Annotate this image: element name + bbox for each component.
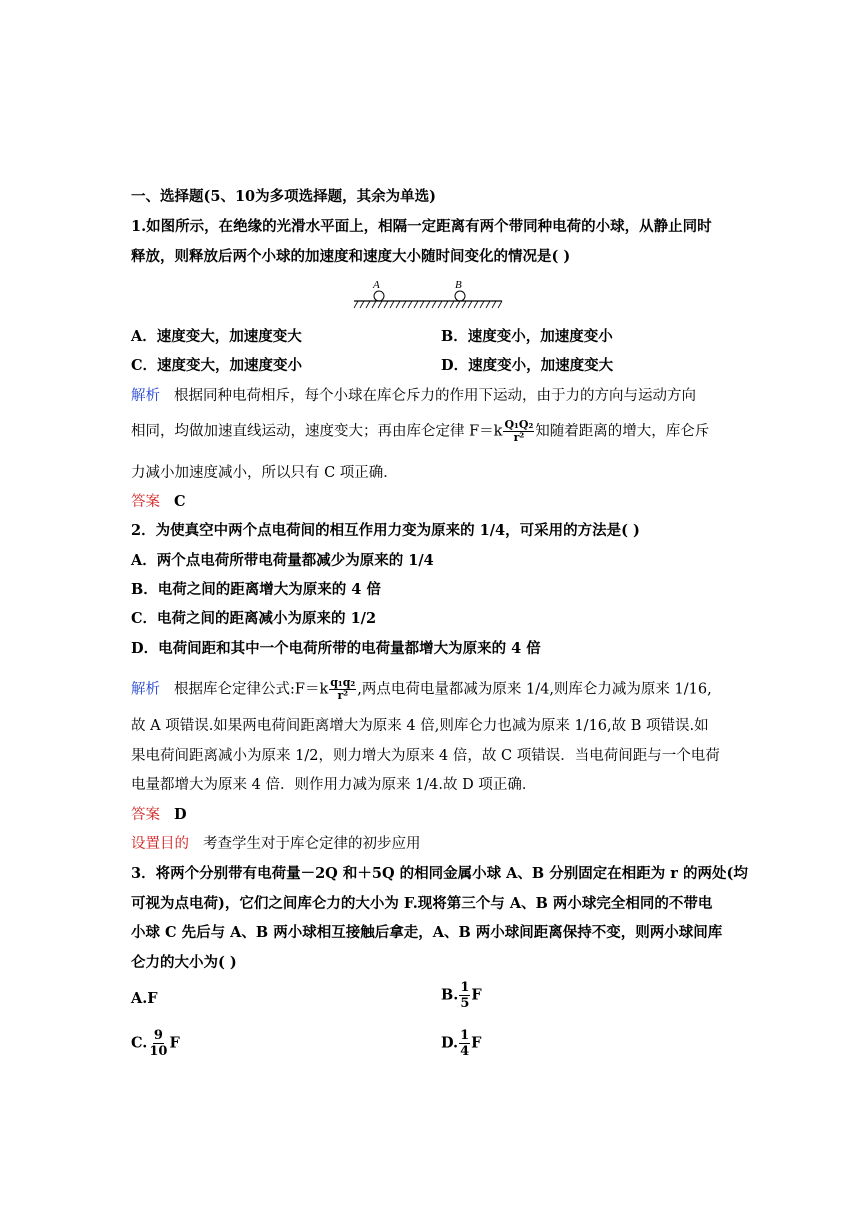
q1-option-b: B．速度变小，加速度变小 bbox=[441, 328, 613, 345]
q2-option-d: D．电荷间距和其中一个电荷所带的电荷量都增大为原来的 4 倍 bbox=[131, 640, 541, 657]
q2-purpose-label: 设置目的 bbox=[131, 836, 189, 852]
q2-analysis-text1-post: ,两点电荷电量都减为原来 1/4,则库仑力减为原来 1/16, bbox=[357, 681, 712, 698]
q3-stem-line4: 仑力的大小为( ) bbox=[131, 954, 237, 971]
q2-analysis-line4: 电量都增大为原来 4 倍．则作用力减为原来 1/4.故 D 项正确． bbox=[131, 777, 537, 793]
q3-option-c-fraction bbox=[148, 1028, 168, 1059]
q2-option-b: B．电荷之间的距离增大为原来的 4 倍 bbox=[131, 581, 381, 598]
q3-option-b-num: 1 bbox=[460, 980, 470, 995]
q3-option-b-suffix: F bbox=[471, 986, 482, 1004]
figure-label-a: A bbox=[373, 279, 380, 291]
q1-answer-value: C bbox=[174, 493, 186, 510]
q1-analysis-text1: 根据同种电荷相斥，每个小球在库仑斥力的作用下运动，由于力的方向与运动方向 bbox=[174, 388, 696, 404]
q3-stem-line3: 小球 C 先后与 A、B 两小球相互接触后拿走，A、B 两小球间距离保持不变，则两小球间库 bbox=[131, 924, 723, 941]
q1-stem-line1: 1.如图所示，在绝缘的光滑水平面上，相隔一定距离有两个带同种电荷的小球，从静止同时 bbox=[131, 218, 712, 235]
surface-hatching bbox=[354, 301, 502, 308]
q2-purpose-text: 考查学生对于库仑定律的初步应用 bbox=[203, 836, 421, 852]
q2-fraction-denominator: r² bbox=[337, 689, 349, 702]
q2-analysis-label: 解析 bbox=[131, 681, 160, 698]
ball-b bbox=[455, 291, 465, 301]
q3-option-d-prefix: D. bbox=[441, 1034, 459, 1052]
q2-stem: 2．为使真空中两个点电荷间的相互作用力变为原来的 1/4，可采用的方法是( ) bbox=[131, 522, 640, 539]
q1-analysis-line2 bbox=[131, 419, 709, 444]
q3-option-c-den: 10 bbox=[149, 1044, 168, 1059]
section-title: 一、选择题(5、10为多项选择题，其余为单选) bbox=[131, 188, 436, 205]
q3-option-b-prefix: B. bbox=[441, 986, 459, 1004]
q3-stem-line2: 可视为点电荷)，它们之间库仑力的大小为 F.现将第三个与 A、B 两小球完全相同的不带电 bbox=[131, 895, 713, 912]
q3-option-d-num: 1 bbox=[460, 1028, 470, 1043]
q1-coulomb-fraction bbox=[503, 419, 534, 444]
q3-option-d-suffix: F bbox=[471, 1034, 482, 1052]
q1-option-c: C．速度变大，加速度变小 bbox=[131, 357, 303, 374]
q1-fraction-denominator: r² bbox=[513, 431, 525, 444]
q2-analysis-text1-pre: 根据库仑定律公式:F＝k bbox=[174, 681, 329, 698]
q2-purpose bbox=[131, 834, 421, 854]
q1-analysis-label: 解析 bbox=[131, 388, 160, 404]
q2-answer-label: 答案 bbox=[131, 807, 160, 823]
q2-answer-value: D bbox=[174, 806, 187, 823]
q1-analysis-line1 bbox=[131, 386, 696, 406]
q3-stem-line1: 3．将两个分别带有电荷量－2Q 和＋5Q 的相同金属小球 A、B 分别固定在相距为 r 的两处(均 bbox=[131, 865, 748, 882]
q3-option-d-fraction bbox=[459, 1028, 470, 1059]
ball-a bbox=[374, 291, 384, 301]
q3-option-a: A.F bbox=[131, 990, 158, 1007]
q1-analysis-text2-pre: 相同，均做加速直线运动，速度变大；再由库仑定律 F＝k bbox=[131, 423, 503, 440]
q3-option-c bbox=[131, 1028, 180, 1059]
q2-answer bbox=[131, 805, 187, 825]
q3-option-b-den: 5 bbox=[460, 996, 470, 1011]
q1-analysis-text2-post: 知随着距离的增大，库仑斥 bbox=[535, 423, 710, 440]
q3-option-c-prefix: C. bbox=[131, 1034, 148, 1052]
q3-option-d bbox=[441, 1028, 481, 1059]
q2-analysis-line2: 故 A 项错误.如果两电荷间距离增大为原来 4 倍,则库仑力也减为原来 1/16,故 B 项错误.如 bbox=[131, 718, 709, 734]
q1-answer-label: 答案 bbox=[131, 494, 160, 510]
q1-fraction-numerator: Q₁Q₂ bbox=[504, 418, 534, 431]
q1-answer bbox=[131, 492, 186, 512]
q1-stem-line2: 释放，则释放后两个小球的加速度和速度大小随时间变化的情况是( ) bbox=[131, 248, 571, 265]
q2-fraction-numerator: q₁q₂ bbox=[330, 676, 356, 689]
q2-analysis-line1 bbox=[131, 677, 712, 702]
q3-option-c-suffix: F bbox=[169, 1034, 180, 1052]
q1-option-d: D．速度变小，加速度变大 bbox=[441, 357, 614, 374]
q2-coulomb-fraction bbox=[329, 677, 356, 702]
q1-analysis-line3: 力减小加速度减小，所以只有 C 项正确． bbox=[131, 465, 398, 481]
q3-option-c-num: 9 bbox=[153, 1028, 163, 1043]
q1-option-a: A．速度变大，加速度变大 bbox=[131, 328, 302, 345]
q2-analysis-line3: 果电荷间距离减小为原来 1/2，则力增大为原来 4 倍，故 C 项错误．当电荷间距与一个电荷 bbox=[131, 748, 720, 764]
q3-option-d-den: 4 bbox=[460, 1044, 470, 1059]
q1-figure bbox=[352, 277, 504, 311]
q3-option-b bbox=[441, 980, 482, 1011]
figure-label-b: B bbox=[455, 279, 462, 291]
q2-option-a: A．两个点电荷所带电荷量都减少为原来的 1/4 bbox=[131, 552, 434, 569]
q2-option-c: C．电荷之间的距离减小为原来的 1/2 bbox=[131, 610, 377, 627]
q3-option-b-fraction bbox=[459, 980, 470, 1011]
